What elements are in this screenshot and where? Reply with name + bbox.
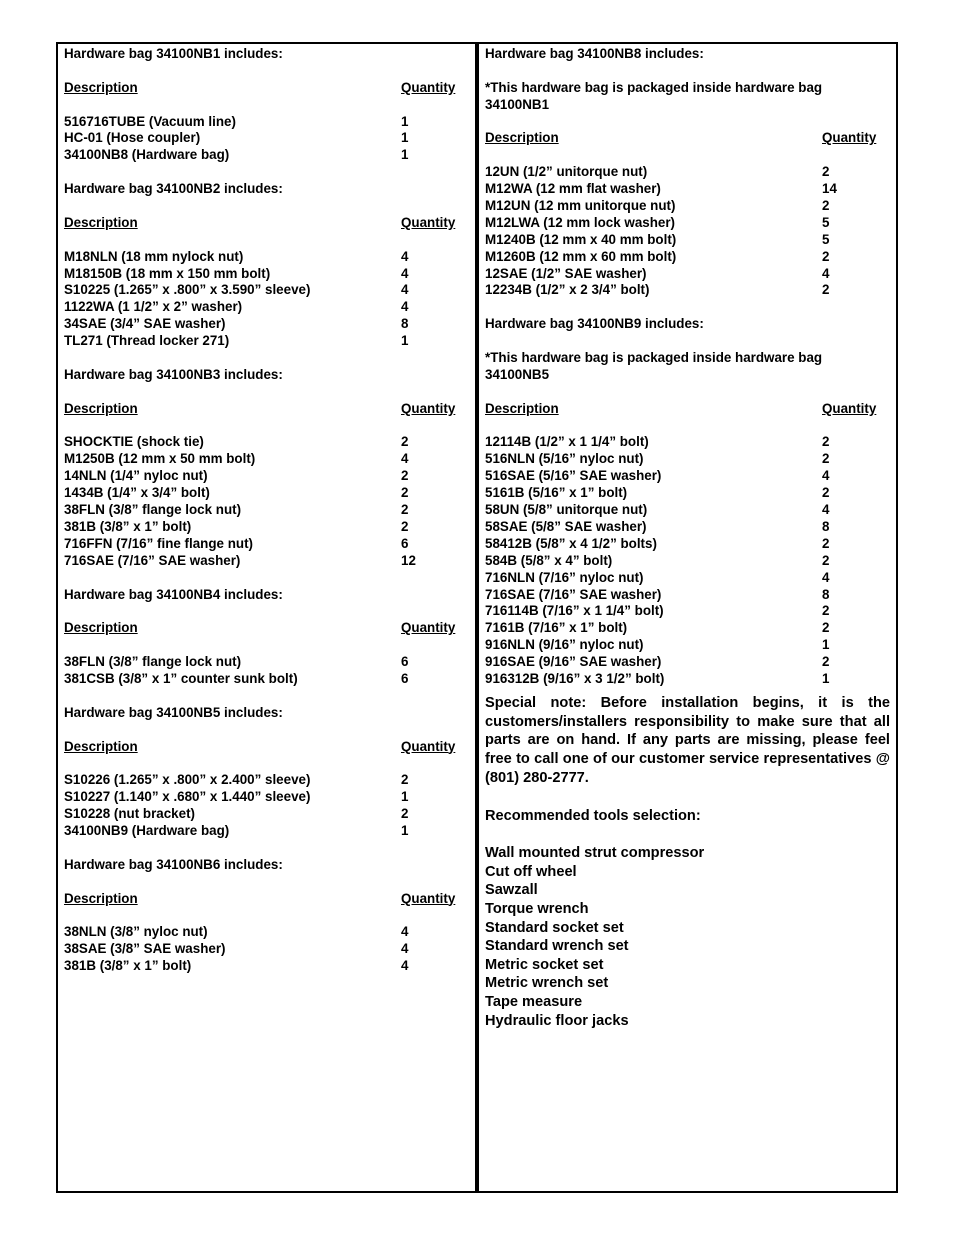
tool-item: Hydraulic floor jacks <box>485 1012 629 1029</box>
item-description: M12UN (12 mm unitorque nut) <box>485 198 676 214</box>
item-row <box>485 249 890 266</box>
item-row <box>485 570 890 587</box>
bag-title: Hardware bag 34100NB2 includes: <box>64 181 283 197</box>
item-row <box>64 502 464 519</box>
item-description: 38NLN (3/8” nyloc nut) <box>64 924 208 940</box>
column-headers <box>64 620 464 637</box>
item-row <box>485 620 890 637</box>
tool-item: Sawzall <box>485 882 538 899</box>
column-divider <box>475 42 479 1193</box>
item-row <box>64 772 464 789</box>
quantity-header: Quantity <box>401 79 456 95</box>
item-row <box>64 536 464 553</box>
item-description: M1260B (12 mm x 60 mm bolt) <box>485 248 677 264</box>
tool-item: Wall mounted strut compressor <box>485 845 705 862</box>
tool-item: Metric socket set <box>485 956 604 973</box>
item-description: 584B (5/8” x 4” bolt) <box>485 552 613 568</box>
item-quantity: 4 <box>401 282 409 298</box>
item-description: 58SAE (5/8” SAE washer) <box>485 518 647 534</box>
item-quantity: 1 <box>401 333 409 349</box>
item-description: 34SAE (3/4” SAE washer) <box>64 316 226 332</box>
item-quantity: 2 <box>822 164 830 180</box>
item-row <box>64 316 464 333</box>
item-quantity: 4 <box>822 569 830 585</box>
item-row <box>485 468 890 485</box>
item-quantity: 4 <box>401 265 409 281</box>
item-row <box>64 451 464 468</box>
item-description: 716NLN (7/16” nyloc nut) <box>485 569 644 585</box>
item-description: 38SAE (3/8” SAE washer) <box>64 941 226 957</box>
item-row <box>64 519 464 536</box>
item-quantity: 6 <box>401 535 409 551</box>
item-quantity: 4 <box>401 958 409 974</box>
item-quantity: 6 <box>401 670 409 686</box>
item-quantity: 2 <box>822 654 830 670</box>
bag-title: Hardware bag 34100NB6 includes: <box>64 856 283 872</box>
item-quantity: 14 <box>822 181 837 197</box>
item-quantity: 1 <box>401 147 409 163</box>
item-description: 5161B (5/16” x 1” bolt) <box>485 485 628 501</box>
item-description: 716114B (7/16” x 1 1/4” bolt) <box>485 603 664 619</box>
item-quantity: 4 <box>822 502 830 518</box>
item-row <box>485 451 890 468</box>
item-description: 58412B (5/8” x 4 1/2” bolts) <box>485 535 657 551</box>
item-description: 716SAE (7/16” SAE washer) <box>485 586 662 602</box>
item-quantity: 2 <box>822 485 830 501</box>
item-row <box>485 553 890 570</box>
bag-note: 34100NB5 <box>485 366 550 382</box>
item-description: 14NLN (1/4” nyloc nut) <box>64 468 208 484</box>
item-quantity: 2 <box>822 198 830 214</box>
item-description: 58UN (5/8” unitorque nut) <box>485 502 648 518</box>
item-row <box>64 806 464 823</box>
item-description: 516SAE (5/16” SAE washer) <box>485 468 662 484</box>
bag-title: Hardware bag 34100NB1 includes: <box>64 46 283 61</box>
item-row <box>64 485 464 502</box>
item-description: 34100NB8 (Hardware bag) <box>64 147 230 163</box>
item-description: 12UN (1/2” unitorque nut) <box>485 164 648 180</box>
quantity-header: Quantity <box>401 738 456 754</box>
item-row <box>485 198 890 215</box>
item-description: 716SAE (7/16” SAE washer) <box>64 552 241 568</box>
item-description: 34100NB9 (Hardware bag) <box>64 822 230 838</box>
item-row <box>485 587 890 604</box>
tool-item: Tape measure <box>485 993 583 1010</box>
item-quantity: 1 <box>401 822 409 838</box>
item-quantity: 5 <box>822 231 830 247</box>
item-quantity: 2 <box>401 518 409 534</box>
description-header: Description <box>64 79 138 95</box>
item-description: 916312B (9/16” x 3 1/2” bolt) <box>485 670 665 686</box>
quantity-header: Quantity <box>401 890 456 906</box>
description-header: Description <box>64 620 138 636</box>
item-row <box>64 553 464 570</box>
item-quantity: 2 <box>822 603 830 619</box>
column-headers <box>64 80 464 97</box>
item-row <box>485 654 890 671</box>
item-row <box>64 468 464 485</box>
item-row <box>485 164 890 181</box>
item-row <box>485 181 890 198</box>
tools-title: Recommended tools selection: <box>485 807 701 824</box>
item-row <box>485 434 890 451</box>
item-quantity: 8 <box>822 586 830 602</box>
item-row <box>64 434 464 451</box>
item-quantity: 2 <box>401 468 409 484</box>
item-description: M1240B (12 mm x 40 mm bolt) <box>485 231 677 247</box>
column-headers <box>485 130 890 147</box>
item-row <box>485 671 890 688</box>
item-description: 381CSB (3/8” x 1” counter sunk bolt) <box>64 670 298 686</box>
item-quantity: 4 <box>401 299 409 315</box>
item-row <box>64 114 464 131</box>
item-quantity: 4 <box>401 924 409 940</box>
item-quantity: 8 <box>401 316 409 332</box>
tool-item: Torque wrench <box>485 901 589 917</box>
item-quantity: 2 <box>401 434 409 450</box>
item-row <box>64 266 464 283</box>
item-quantity: 2 <box>822 282 830 298</box>
item-quantity: 4 <box>401 451 409 467</box>
item-quantity: 1 <box>401 789 409 805</box>
item-description: 1122WA (1 1/2” x 2” washer) <box>64 299 243 315</box>
bag-title: Hardware bag 34100NB3 includes: <box>64 366 283 382</box>
item-quantity: 12 <box>401 552 416 568</box>
item-row <box>64 789 464 806</box>
quantity-header: Quantity <box>822 400 877 416</box>
item-quantity: 2 <box>401 772 409 788</box>
item-quantity: 2 <box>822 451 830 467</box>
item-description: 516716TUBE (Vacuum line) <box>64 113 236 129</box>
item-row <box>485 485 890 502</box>
item-quantity: 4 <box>401 941 409 957</box>
item-quantity: 6 <box>401 654 409 670</box>
item-row <box>485 215 890 232</box>
item-description: 1434B (1/4” x 3/4” bolt) <box>64 485 210 501</box>
item-description: 381B (3/8” x 1” bolt) <box>64 518 192 534</box>
special-note: Special note: Before installation begins, it is the customers/installers responsibility to make sure that all parts are on hand. If any parts are missing, please feel free to call one of our customer service representatives @ (801) 280-2777. <box>485 694 890 787</box>
item-description: HC-01 (Hose coupler) <box>64 130 201 146</box>
bag-note: *This hardware bag is packaged inside hardware bag <box>485 350 823 366</box>
item-description: 516NLN (5/16” nyloc nut) <box>485 451 644 467</box>
item-row <box>485 637 890 654</box>
item-description: 381B (3/8” x 1” bolt) <box>64 958 192 974</box>
bag-note: 34100NB1 <box>485 96 550 112</box>
item-description: 7161B (7/16” x 1” bolt) <box>485 620 628 636</box>
item-description: 12SAE (1/2” SAE washer) <box>485 265 647 281</box>
item-row <box>485 536 890 553</box>
item-description: M18150B (18 mm x 150 mm bolt) <box>64 265 271 281</box>
item-quantity: 1 <box>401 130 409 146</box>
item-description: TL271 (Thread locker 271) <box>64 333 230 349</box>
item-description: S10226 (1.265” x .800” x 2.400” sleeve) <box>64 772 311 788</box>
item-description: M18NLN (18 mm nylock nut) <box>64 248 244 264</box>
item-row <box>64 941 464 958</box>
item-row <box>485 266 890 283</box>
bag-title: Hardware bag 34100NB4 includes: <box>64 586 283 602</box>
item-row <box>485 282 890 299</box>
item-description: 716FFN (7/16” fine flange nut) <box>64 535 253 551</box>
column-headers <box>485 401 890 418</box>
item-quantity: 1 <box>401 113 409 129</box>
column-headers <box>64 891 464 908</box>
item-quantity: 4 <box>822 468 830 484</box>
item-description: 12114B (1/2” x 1 1/4” bolt) <box>485 434 649 450</box>
item-row <box>485 519 890 536</box>
item-row <box>485 502 890 519</box>
bag-title: Hardware bag 34100NB5 includes: <box>64 704 283 720</box>
tool-item: Standard wrench set <box>485 938 629 955</box>
bag-note: *This hardware bag is packaged inside hardware bag <box>485 79 823 95</box>
right-column <box>485 46 890 1030</box>
item-quantity: 2 <box>822 620 830 636</box>
item-row <box>64 958 464 975</box>
item-quantity: 1 <box>822 637 830 653</box>
tool-item: Standard socket set <box>485 919 624 936</box>
item-row <box>64 671 464 688</box>
item-row <box>485 232 890 249</box>
item-description: 12234B (1/2” x 2 3/4” bolt) <box>485 282 650 298</box>
item-quantity: 4 <box>822 265 830 281</box>
item-description: S10228 (nut bracket) <box>64 806 195 822</box>
item-row <box>64 823 464 840</box>
column-headers <box>64 401 464 418</box>
item-description: S10225 (1.265” x .800” x 3.590” sleeve) <box>64 282 311 298</box>
column-headers <box>64 739 464 756</box>
item-description: M12LWA (12 mm lock washer) <box>485 214 676 230</box>
item-description: 38FLN (3/8” flange lock nut) <box>64 654 242 670</box>
description-header: Description <box>64 738 138 754</box>
item-quantity: 2 <box>401 485 409 501</box>
item-row <box>64 282 464 299</box>
item-quantity: 2 <box>822 535 830 551</box>
quantity-header: Quantity <box>401 214 456 230</box>
item-description: M12WA (12 mm flat washer) <box>485 181 661 197</box>
item-row <box>64 299 464 316</box>
tool-item: Cut off wheel <box>485 863 577 880</box>
tool-item: Metric wrench set <box>485 975 609 992</box>
quantity-header: Quantity <box>401 400 456 416</box>
left-column <box>64 46 464 975</box>
item-description: SHOCKTIE (shock tie) <box>64 434 204 450</box>
item-row <box>64 924 464 941</box>
item-row <box>64 654 464 671</box>
item-quantity: 2 <box>822 248 830 264</box>
description-header: Description <box>485 130 559 146</box>
item-row <box>64 130 464 147</box>
item-quantity: 5 <box>822 214 830 230</box>
bag-title: Hardware bag 34100NB8 includes: <box>485 46 704 61</box>
item-row <box>485 603 890 620</box>
item-description: 916NLN (9/16” nyloc nut) <box>485 637 644 653</box>
item-quantity: 2 <box>822 552 830 568</box>
item-description: 38FLN (3/8” flange lock nut) <box>64 502 242 518</box>
item-description: M1250B (12 mm x 50 mm bolt) <box>64 451 256 467</box>
description-header: Description <box>64 214 138 230</box>
column-headers <box>64 215 464 232</box>
item-quantity: 4 <box>401 248 409 264</box>
item-row <box>64 249 464 266</box>
item-quantity: 2 <box>401 502 409 518</box>
item-description: S10227 (1.140” x .680” x 1.440” sleeve) <box>64 789 311 805</box>
quantity-header: Quantity <box>401 620 456 636</box>
description-header: Description <box>485 400 559 416</box>
quantity-header: Quantity <box>822 130 877 146</box>
bag-title: Hardware bag 34100NB9 includes: <box>485 316 704 332</box>
item-quantity: 2 <box>401 806 409 822</box>
item-quantity: 1 <box>822 670 830 686</box>
tools-list <box>485 844 890 1030</box>
item-row <box>64 147 464 164</box>
item-quantity: 2 <box>822 434 830 450</box>
description-header: Description <box>64 400 138 416</box>
item-row <box>64 333 464 350</box>
item-quantity: 8 <box>822 518 830 534</box>
description-header: Description <box>64 890 138 906</box>
item-description: 916SAE (9/16” SAE washer) <box>485 654 662 670</box>
